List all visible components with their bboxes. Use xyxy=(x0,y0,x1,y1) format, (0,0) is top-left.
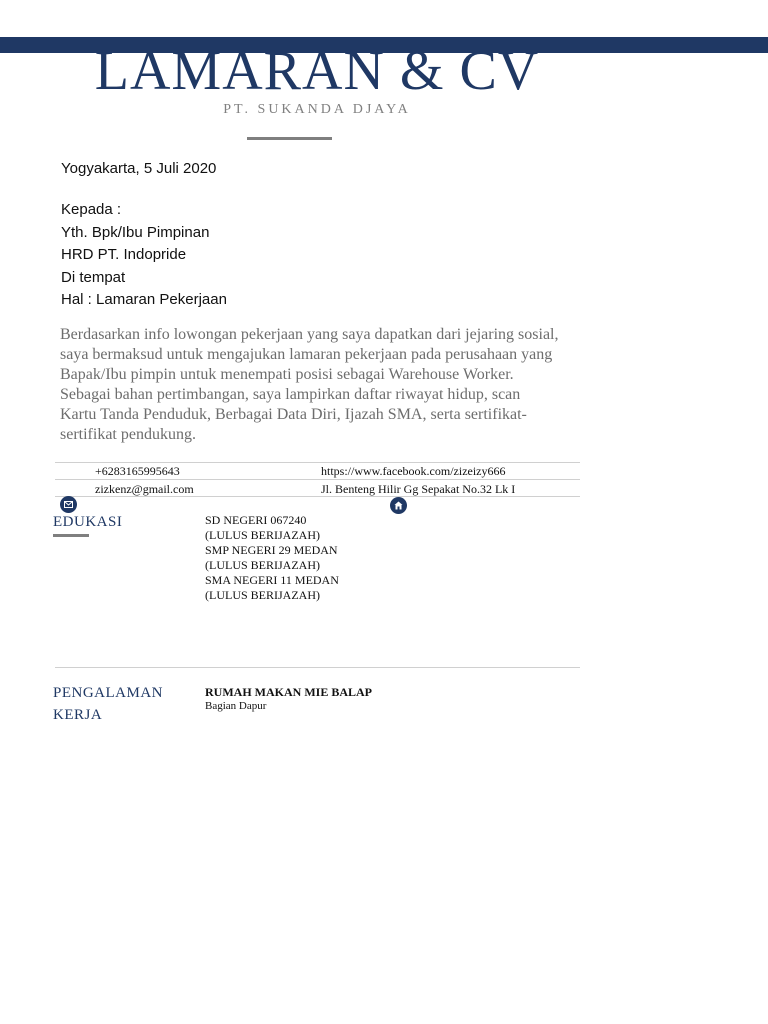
recipient-block xyxy=(61,199,227,312)
recipient-line: Di tempat xyxy=(61,268,126,286)
list-item: SMP NEGERI 29 MEDAN xyxy=(205,543,338,557)
job-title: RUMAH MAKAN MIE BALAP xyxy=(205,685,372,699)
recipient-line: Yth. Bpk/Ibu Pimpinan xyxy=(61,223,210,241)
contact-divider-top xyxy=(55,462,580,463)
list-item: (LULUS BERIJAZAH) xyxy=(205,588,320,602)
section-divider xyxy=(55,667,580,668)
recipient-line: Hal : Lamaran Pekerjaan xyxy=(61,291,227,308)
contact-address: Jl. Benteng Hilir Gg Sepakat No.32 Lk I xyxy=(321,482,516,496)
experience-heading-line: PENGALAMAN xyxy=(53,685,163,701)
contact-divider-middle xyxy=(55,479,580,480)
recipient-line: HRD PT. Indopride xyxy=(61,246,187,263)
experience-heading xyxy=(53,682,163,726)
contact-email[interactable]: zizkenz@gmail.com xyxy=(95,482,194,496)
letter-body: Berdasarkan info lowongan pekerjaan yang saya dapatkan dari jejaring sosial, saya bermaksud untuk mengajukan lamaran pekerjaan pada perusahaan yang Bapak/Ibu pimpin untuk menempati posisi sebagai Warehouse Worker. Sebagai bahan pertimbangan, saya lampirkan daftar riwayat hidup, scan Kartu Tanda Penduduk, Berbagai Data Diri, Ijazah SMA, serta sertifikat-sertifikat pendukung. xyxy=(60,326,559,443)
job-role: Bagian Dapur xyxy=(205,700,267,712)
list-item: SMA NEGERI 11 MEDAN xyxy=(205,573,339,587)
education-heading-rule xyxy=(53,534,89,537)
letter-date: Yogyakarta, 5 Juli 2020 xyxy=(61,160,217,177)
contact-facebook[interactable]: https://www.facebook.com/zizeizy666 xyxy=(321,464,506,478)
education-heading: EDUKASI xyxy=(53,514,123,530)
company-subtitle: PT. SUKANDA DJAYA xyxy=(223,102,411,117)
title-divider xyxy=(247,137,332,140)
contact-phone: +6283165995643 xyxy=(95,464,180,478)
list-item: (LULUS BERIJAZAH) xyxy=(205,558,320,572)
list-item: SD NEGERI 067240 xyxy=(205,513,307,527)
list-item: (LULUS BERIJAZAH) xyxy=(205,528,320,542)
education-list xyxy=(205,513,339,603)
experience-heading-line: KERJA xyxy=(53,707,103,723)
recipient-line: Kepada : xyxy=(61,201,122,218)
home-icon xyxy=(390,497,407,514)
document-title: LAMARAN & CV xyxy=(94,40,540,102)
